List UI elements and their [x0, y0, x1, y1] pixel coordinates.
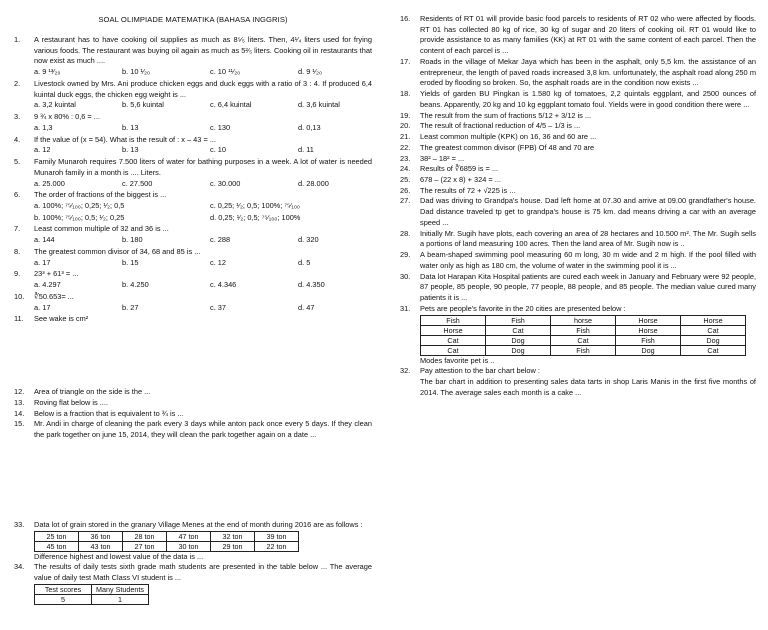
question-number: 29.	[400, 250, 411, 260]
answer-option: a. 3,2 kuintal	[34, 100, 76, 110]
pet-cell: Dog	[486, 345, 551, 355]
question-34: 34. The results of daily tests sixth grade math students are presented in the table below ... The average value of daily test Math Class VI student is ...	[14, 562, 372, 583]
pet-cell: Horse	[616, 315, 681, 325]
answer-option: d. 0,25; ¹⁄₂; 0,5; ⁷⁵⁄₁₀₀; 100%	[210, 212, 301, 222]
question-text: ∛50.653= ...	[34, 291, 74, 301]
question-item	[14, 190, 372, 201]
question-text: The greatest common divisor (FPB) Of 48 and 70 are	[420, 142, 595, 152]
answer-option: c. 288	[210, 235, 231, 245]
question-number: 10.	[14, 291, 25, 301]
question-item	[14, 157, 372, 178]
question-list-right	[400, 14, 756, 315]
question-item	[400, 132, 756, 143]
question-text: Pets are people's favorite in the 20 cities are presented below :	[420, 303, 626, 313]
question-text: Livestock owned by Mrs. Ani produce chicken eggs and duck eggs with a ratio of 3 : 4. If produced 6,4 kuintal duck eggs, the chicken egg weight is ...	[34, 78, 372, 99]
question-item	[14, 112, 372, 123]
pets-after-text: Modes favorite pet is ..	[420, 355, 495, 365]
table-row	[421, 335, 746, 345]
table-header-cell: Many Students	[92, 584, 149, 594]
answer-options	[14, 145, 372, 156]
answer-option: d. 28.000	[298, 178, 329, 188]
right-column	[400, 14, 756, 399]
question-item	[400, 111, 756, 122]
question-item	[14, 79, 372, 100]
answer-option: d. 4.350	[298, 280, 325, 290]
question-item	[14, 409, 372, 420]
question-item	[400, 304, 756, 315]
question-text: A beam-shaped swimming pool measuring 60 m long, 30 m wide and 2 m high. If the pool filled with water only as high as 180 cm, the volume of water in the swimming pool it is ...	[420, 250, 756, 270]
pet-cell: Fish	[551, 325, 616, 335]
pet-cell: Horse	[681, 315, 746, 325]
question-text: The greatest common divisor of 34, 68 and 85 is ...	[34, 246, 201, 256]
question-number: 11.	[14, 314, 24, 324]
question-text: 678 – (22 x 8) + 324 = ...	[420, 175, 501, 185]
page-title: SOAL OLIMPIADE MATEMATIKA (BAHASA INGGRIS)	[98, 15, 288, 24]
question-item	[14, 224, 372, 235]
answer-option: b. 13	[122, 122, 139, 132]
question-item	[400, 186, 756, 197]
test-cell: 5	[35, 594, 92, 604]
question-list-left-2	[14, 387, 372, 441]
pet-cell: Fish	[486, 315, 551, 325]
question-number: 30.	[400, 271, 411, 281]
question-item	[400, 196, 756, 228]
question-33-after: Difference highest and lowest value of the data is ...	[34, 551, 204, 561]
question-number: 4.	[14, 134, 21, 144]
pet-cell: Dog	[681, 335, 746, 345]
answer-option: a. 144	[34, 235, 55, 245]
question-item	[400, 272, 756, 304]
answer-option: a. 17	[34, 302, 51, 312]
answer-options	[14, 258, 372, 269]
answer-option: a. 25.000	[34, 178, 65, 188]
question-number: 19.	[400, 110, 411, 120]
question-item	[14, 292, 372, 303]
answer-option: d. 5	[298, 257, 311, 267]
question-number: 21.	[400, 132, 411, 142]
answer-option: a. 100%; ⁷⁵⁄₁₀₀; 0,25; ¹⁄₂; 0,5	[34, 201, 125, 211]
question-number: 28.	[400, 228, 411, 238]
answer-option: a. 4.297	[34, 280, 61, 290]
table-row	[421, 325, 746, 335]
grain-cell: 28 ton	[123, 531, 167, 541]
left-column	[14, 14, 372, 441]
question-number: 16.	[400, 14, 411, 23]
grain-cell: 25 ton	[35, 531, 79, 541]
question-number: 25.	[400, 175, 411, 185]
answer-option: c. 10 ¹¹⁄₂₀	[210, 67, 241, 77]
question-item	[14, 398, 372, 409]
question-number: 5.	[14, 157, 21, 167]
answer-option: a. 9 ¹³⁄₂₀	[34, 67, 61, 77]
pet-cell: Fish	[421, 315, 486, 325]
question-text: The order of fractions of the biggest is ...	[34, 190, 167, 200]
answer-option: b. 5,6 kuintal	[122, 100, 164, 110]
question-text: 38² – 18² = ...	[420, 153, 465, 163]
question-number: 1.	[14, 35, 21, 44]
pet-cell: Horse	[616, 325, 681, 335]
question-item	[400, 143, 756, 154]
question-number: 12.	[14, 387, 25, 397]
answer-option: d. 47	[298, 302, 315, 312]
question-text: The result from the sum of fractions 5/12 + 3/12 is ...	[420, 110, 592, 120]
question-item	[14, 387, 372, 398]
grain-cell: 39 ton	[255, 531, 299, 541]
answer-option: b. 10 ¹⁄₂₀	[122, 67, 151, 77]
answer-option: c. 10	[210, 145, 227, 155]
answer-options	[14, 123, 372, 134]
grain-cell: 27 ton	[123, 541, 167, 551]
answer-option: b. 100%; ⁷⁵⁄₁₀₀; 0,5; ¹⁄₂; 0,25	[34, 212, 125, 222]
answer-option: a. 12	[34, 145, 51, 155]
question-number: 9.	[14, 269, 21, 279]
answer-option: c. 30.000	[210, 178, 241, 188]
question-text: Roads in the village of Mekar Jaya which has been in the asphalt, only 5,5 km. the assistance of an entrepreneur, the length of paved roads increased 3,8 km. unfortunately, the asphalt road along 250 m eroded by flooding so broken. So, the asphalt roads are in the condition now exists ...	[420, 56, 756, 88]
question-text: Area of triangle on the side is the ...	[34, 387, 151, 397]
answer-options	[14, 303, 372, 314]
table-row	[421, 315, 746, 325]
question-number: 17.	[400, 56, 411, 66]
question-item	[14, 247, 372, 258]
table-row	[421, 345, 746, 355]
answer-options	[14, 213, 372, 224]
answer-option: d. 3,6 kuintal	[298, 100, 340, 110]
question-text: Roving flat below is ....	[34, 397, 108, 407]
pet-cell: Cat	[486, 325, 551, 335]
question-text: Mr. Andi in charge of cleaning the park every 3 days while anton pack once every 5 days. If they clean the park together on june 15, 2014, they will clean the park together again on a date ...	[34, 419, 372, 440]
table-row	[35, 531, 299, 541]
table-header-cell: Test scores	[35, 584, 92, 594]
question-number: 27.	[400, 196, 411, 206]
question-number: 20.	[400, 121, 411, 131]
answer-option: b. 4.250	[122, 280, 149, 290]
question-number: 18.	[400, 89, 411, 99]
answer-option: b. 27	[122, 302, 139, 312]
question-item	[400, 164, 756, 175]
question-number: 31.	[400, 303, 411, 313]
pet-cell: Cat	[421, 345, 486, 355]
question-text: The results of 72 + √225 is ...	[420, 185, 516, 195]
question-number: 23.	[400, 153, 411, 163]
answer-option: a. 1,3	[34, 122, 53, 132]
question-number: 7.	[14, 224, 21, 234]
question-item	[400, 229, 756, 250]
question-number: 2.	[14, 78, 21, 88]
question-text: 23³ + 61³ = ...	[34, 269, 79, 279]
answer-option: c. 27.500	[122, 178, 153, 188]
question-item	[14, 419, 372, 440]
grain-table	[34, 531, 299, 552]
grain-cell: 45 ton	[35, 541, 79, 551]
question-number: 22.	[400, 142, 411, 152]
pet-cell: horse	[551, 315, 616, 325]
answer-options	[14, 201, 372, 212]
question-text: Least common multiple (KPK) on 16, 36 and 60 are ...	[420, 132, 597, 142]
answer-options	[14, 67, 372, 78]
question-text: Yields of garden BU Pingkan is 1.580 kg of tomatoes, 2,2 quintals eggplant, and 2500 ounces of beans. Apparently, 20 kg and 10 kg eggplant tomato foul. Yields were in good condition there were ...	[420, 89, 756, 109]
question-number: 26.	[400, 185, 411, 195]
question-number: 13.	[14, 397, 25, 407]
answer-option: d. 11	[298, 145, 314, 155]
question-text: If the value of (x = 54). What is the result of : x – 43 = ...	[34, 134, 216, 144]
question-number: 24.	[400, 164, 411, 174]
grain-cell: 36 ton	[79, 531, 123, 541]
question-number: 15.	[14, 419, 25, 429]
question-item	[400, 250, 756, 271]
question-text: 9 ¾ x 80% : 0,6 = ...	[34, 112, 100, 122]
question-text: Family Munaroh requires 7.500 liters of water for bathing purposes in a week. A lot of water is needed Munaroh family in a month is .... Liters.	[34, 157, 372, 177]
pet-cell: Fish	[551, 345, 616, 355]
question-text: Residents of RT 01 will provide basic food parcels to residents of RT 02 who were affected by floods. RT 01 has collected 80 kg of rice, 30 kg of sugar and 20 liters of cooking oil. RT 01 would like to provide assistance to as many families (KK) at RT 01 with the same content of each parcel. Then the content of each parcel is ...	[420, 14, 756, 56]
table-row	[35, 541, 299, 551]
question-text: Initially Mr. Sugih have plots, each covering an area of 28 hectares and 10.500 m². The Mr. Sugih sells a portions of land measuring 100 acres. Then the land area of Mr. Sugih now is ..	[420, 228, 756, 249]
answer-option: b. 15	[122, 257, 139, 267]
question-item	[14, 135, 372, 146]
answer-option: b. 13	[122, 145, 139, 155]
question-item	[400, 57, 756, 89]
question-item	[400, 121, 756, 132]
pets-table	[420, 315, 746, 356]
answer-options	[14, 280, 372, 291]
table-row	[35, 594, 149, 604]
question-item	[400, 14, 756, 57]
grain-cell: 30 ton	[167, 541, 211, 551]
question-text: Least common multiple of 32 and 36 is ...	[34, 224, 169, 234]
question-item	[400, 89, 756, 110]
grain-cell: 47 ton	[167, 531, 211, 541]
answer-options	[14, 235, 372, 246]
question-33: 33. Data lot of grain stored in the granary Village Menes at the end of month during 2016 are as follows :	[14, 520, 363, 529]
test-cell: 1	[92, 594, 149, 604]
bottom-left-section	[14, 520, 372, 605]
question-text: Below is a fraction that is equivalent to ¾ is ...	[34, 408, 184, 418]
pet-cell: Horse	[421, 325, 486, 335]
question-32-body: The bar chart in addition to presenting sales data tarts in shop Laris Manis in the first five months of 2014. The average sales each month is a cake ...	[420, 377, 756, 397]
question-number: 14.	[14, 408, 25, 418]
question-text: Data lot Harapan Kita Hospital patients are cured each week in January and February were 92 people, 87 people, 85 people, 90 people, 77 people, 88 people, and 85 people. The median value cured many patients it is ...	[420, 271, 756, 303]
pet-cell: Cat	[681, 345, 746, 355]
answer-option: c. 130	[210, 122, 231, 132]
question-text: The result of fractional reduction of 4/5 – 1/3 is ...	[420, 121, 581, 131]
question-number: 3.	[14, 112, 21, 122]
answer-option: c. 4.346	[210, 280, 237, 290]
pet-cell: Dog	[486, 335, 551, 345]
grain-cell: 22 ton	[255, 541, 299, 551]
question-item	[14, 269, 372, 280]
question-text: See wake is cm²	[34, 314, 89, 324]
table-header-row	[35, 584, 149, 594]
question-item	[14, 35, 372, 67]
answer-options	[14, 100, 372, 111]
question-text: Results of ∛6859 is = ...	[420, 164, 499, 174]
question-item	[400, 175, 756, 186]
question-number: 8.	[14, 246, 21, 256]
answer-option: c. 12	[210, 257, 227, 267]
answer-option: c. 6,4 kuintal	[210, 100, 252, 110]
answer-options	[14, 179, 372, 190]
pet-cell: Fish	[616, 335, 681, 345]
test-scores-table	[34, 584, 149, 605]
answer-option: d. 320	[298, 235, 319, 245]
pet-cell: Cat	[681, 325, 746, 335]
question-list-left	[14, 35, 372, 325]
answer-option: d. 0,13	[298, 122, 321, 132]
question-text: Dad was driving to Grandpa's house. Dad left home at 07.30 and arrive at 09.00 grandfather's house. Dad distance traveled tp get to grandpa's house is 75 km. dad means driving a car with an average speed ...	[420, 196, 756, 227]
question-text: A restaurant has to have cooking oil supplies as much as 8⁵⁄₅ liters. Then, 4¹⁄₄ liters used for frying various foods. The restaurant was buying oil again as much as 5²⁄₅ liters. Cooking oil in restaurants that now exist as much ....	[34, 35, 372, 66]
grain-cell: 43 ton	[79, 541, 123, 551]
question-32: 32. Pay attestion to the bar chart below :	[400, 366, 540, 376]
answer-option: c. 37	[210, 302, 227, 312]
pet-cell: Cat	[551, 335, 616, 345]
answer-option: b. 180	[122, 235, 143, 245]
question-item	[400, 154, 756, 165]
answer-option: a. 17	[34, 257, 51, 267]
pet-cell: Cat	[421, 335, 486, 345]
question-item	[14, 314, 372, 325]
grain-cell: 29 ton	[211, 541, 255, 551]
answer-option: d. 9 ¹⁄₂₀	[298, 67, 323, 77]
question-number: 6.	[14, 190, 21, 200]
answer-option: c. 0,25; ¹⁄₂; 0,5; 100%; ⁷⁵⁄₁₀₀	[210, 201, 300, 211]
grain-cell: 32 ton	[211, 531, 255, 541]
pet-cell: Dog	[616, 345, 681, 355]
